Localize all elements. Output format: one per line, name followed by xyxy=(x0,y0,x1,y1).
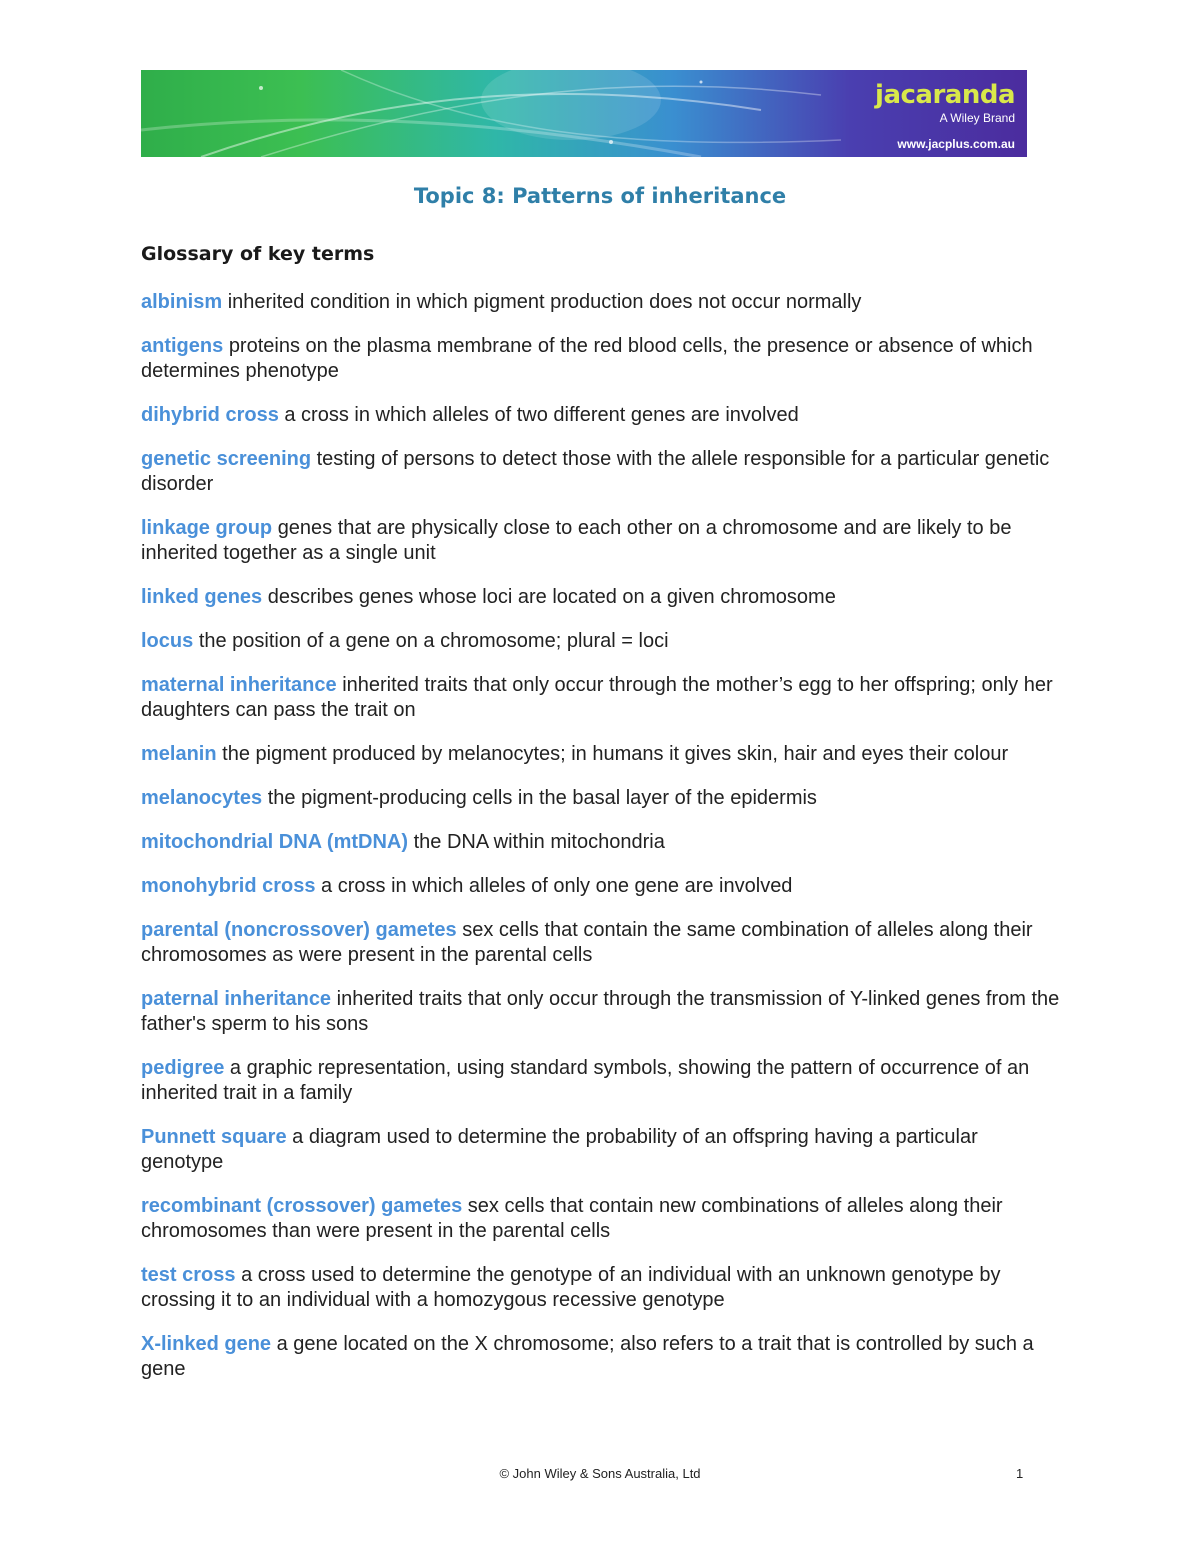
brand-url: www.jacplus.com.au xyxy=(897,137,1015,151)
glossary-term: pedigree xyxy=(141,1057,225,1079)
brand-logo xyxy=(875,80,1015,152)
glossary-definition: inherited traits that only occur through the mother’s egg to her offspring; only her daughters can pass the trait on xyxy=(141,674,1053,721)
glossary-entry xyxy=(141,1056,1061,1106)
glossary-definition: genes that are physically close to each other on a chromosome and are likely to be inherited together as a single unit xyxy=(141,517,1012,564)
glossary-list xyxy=(141,290,1061,1401)
glossary-entry xyxy=(141,585,1061,610)
glossary-definition: the DNA within mitochondria xyxy=(413,831,665,853)
glossary-term: X-linked gene xyxy=(141,1333,272,1355)
glossary-heading: Glossary of key terms xyxy=(141,243,375,265)
glossary-definition: a cross used to determine the genotype of an individual with an unknown genotype by crossing it to an individual with a homozygous recessive genotype xyxy=(141,1264,1001,1311)
glossary-entry xyxy=(141,918,1061,968)
glossary-definition: a diagram used to determine the probability of an offspring having a particular genotype xyxy=(141,1126,978,1173)
glossary-term: locus xyxy=(141,630,194,652)
glossary-entry xyxy=(141,673,1061,723)
glossary-definition: the pigment-producing cells in the basal layer of the epidermis xyxy=(267,787,817,809)
glossary-entry xyxy=(141,830,1061,855)
glossary-entry xyxy=(141,629,1061,654)
footer-copyright: © John Wiley & Sons Australia, Ltd xyxy=(499,1466,701,1481)
glossary-term: linkage group xyxy=(141,517,273,539)
topic-title: Topic 8: Patterns of inheritance xyxy=(413,184,787,208)
glossary-entry xyxy=(141,874,1061,899)
glossary-term: monohybrid cross xyxy=(141,875,316,897)
glossary-definition: sex cells that contain new combinations of alleles along their chromosomes than were present in the parental cells xyxy=(141,1195,1003,1242)
glossary-definition: inherited condition in which pigment production does not occur normally xyxy=(227,291,862,313)
glossary-term: linked genes xyxy=(141,586,263,608)
glossary-term: albinism xyxy=(141,291,223,313)
glossary-definition: testing of persons to detect those with the allele responsible for a particular genetic disorder xyxy=(141,448,1050,495)
glossary-entry xyxy=(141,290,1061,315)
glossary-definition: a cross in which alleles of two different genes are involved xyxy=(284,404,799,426)
brand-name: jacaranda xyxy=(875,80,1015,110)
glossary-entry xyxy=(141,987,1061,1037)
glossary-entry xyxy=(141,1263,1061,1313)
glossary-term: melanocytes xyxy=(141,787,263,809)
header-banner xyxy=(141,70,1027,157)
glossary-entry xyxy=(141,742,1061,767)
glossary-entry xyxy=(141,403,1061,428)
glossary-term: maternal inheritance xyxy=(141,674,337,696)
glossary-term: genetic screening xyxy=(141,448,312,470)
glossary-definition: a graphic representation, using standard symbols, showing the pattern of occurrence of an inherited trait in a family xyxy=(141,1057,1030,1104)
glossary-term: dihybrid cross xyxy=(141,404,279,426)
glossary-definition: sex cells that contain the same combination of alleles along their chromosomes as were present in the parental cells xyxy=(141,919,1033,966)
glossary-definition: the position of a gene on a chromosome; plural = loci xyxy=(198,630,669,652)
glossary-entry xyxy=(141,1194,1061,1244)
glossary-entry xyxy=(141,1125,1061,1175)
glossary-term: paternal inheritance xyxy=(141,988,332,1010)
glossary-definition: describes genes whose loci are located on a given chromosome xyxy=(267,586,836,608)
glossary-term: test cross xyxy=(141,1264,236,1286)
glossary-entry xyxy=(141,334,1061,384)
glossary-definition: the pigment produced by melanocytes; in humans it gives skin, hair and eyes their colour xyxy=(222,743,1009,765)
brand-subtitle: A Wiley Brand xyxy=(939,111,1015,125)
page-number: 1 xyxy=(1016,1466,1024,1481)
glossary-definition: inherited traits that only occur through the transmission of Y-linked genes from the father's sperm to his sons xyxy=(141,988,1060,1035)
glossary-entry xyxy=(141,447,1061,497)
glossary-definition: a gene located on the X chromosome; also refers to a trait that is controlled by such a gene xyxy=(141,1333,1034,1380)
glossary-term: Punnett square xyxy=(141,1126,287,1148)
glossary-term: recombinant (crossover) gametes xyxy=(141,1195,463,1217)
glossary-entry xyxy=(141,516,1061,566)
glossary-entry xyxy=(141,1332,1061,1382)
glossary-term: antigens xyxy=(141,335,224,357)
glossary-definition: a cross in which alleles of only one gene are involved xyxy=(321,875,793,897)
glossary-term: mitochondrial DNA (mtDNA) xyxy=(141,831,409,853)
glossary-definition: proteins on the plasma membrane of the red blood cells, the presence or absence of which determines phenotype xyxy=(141,335,1033,382)
glossary-term: parental (noncrossover) gametes xyxy=(141,919,457,941)
glossary-entry xyxy=(141,786,1061,811)
glossary-term: melanin xyxy=(141,743,217,765)
